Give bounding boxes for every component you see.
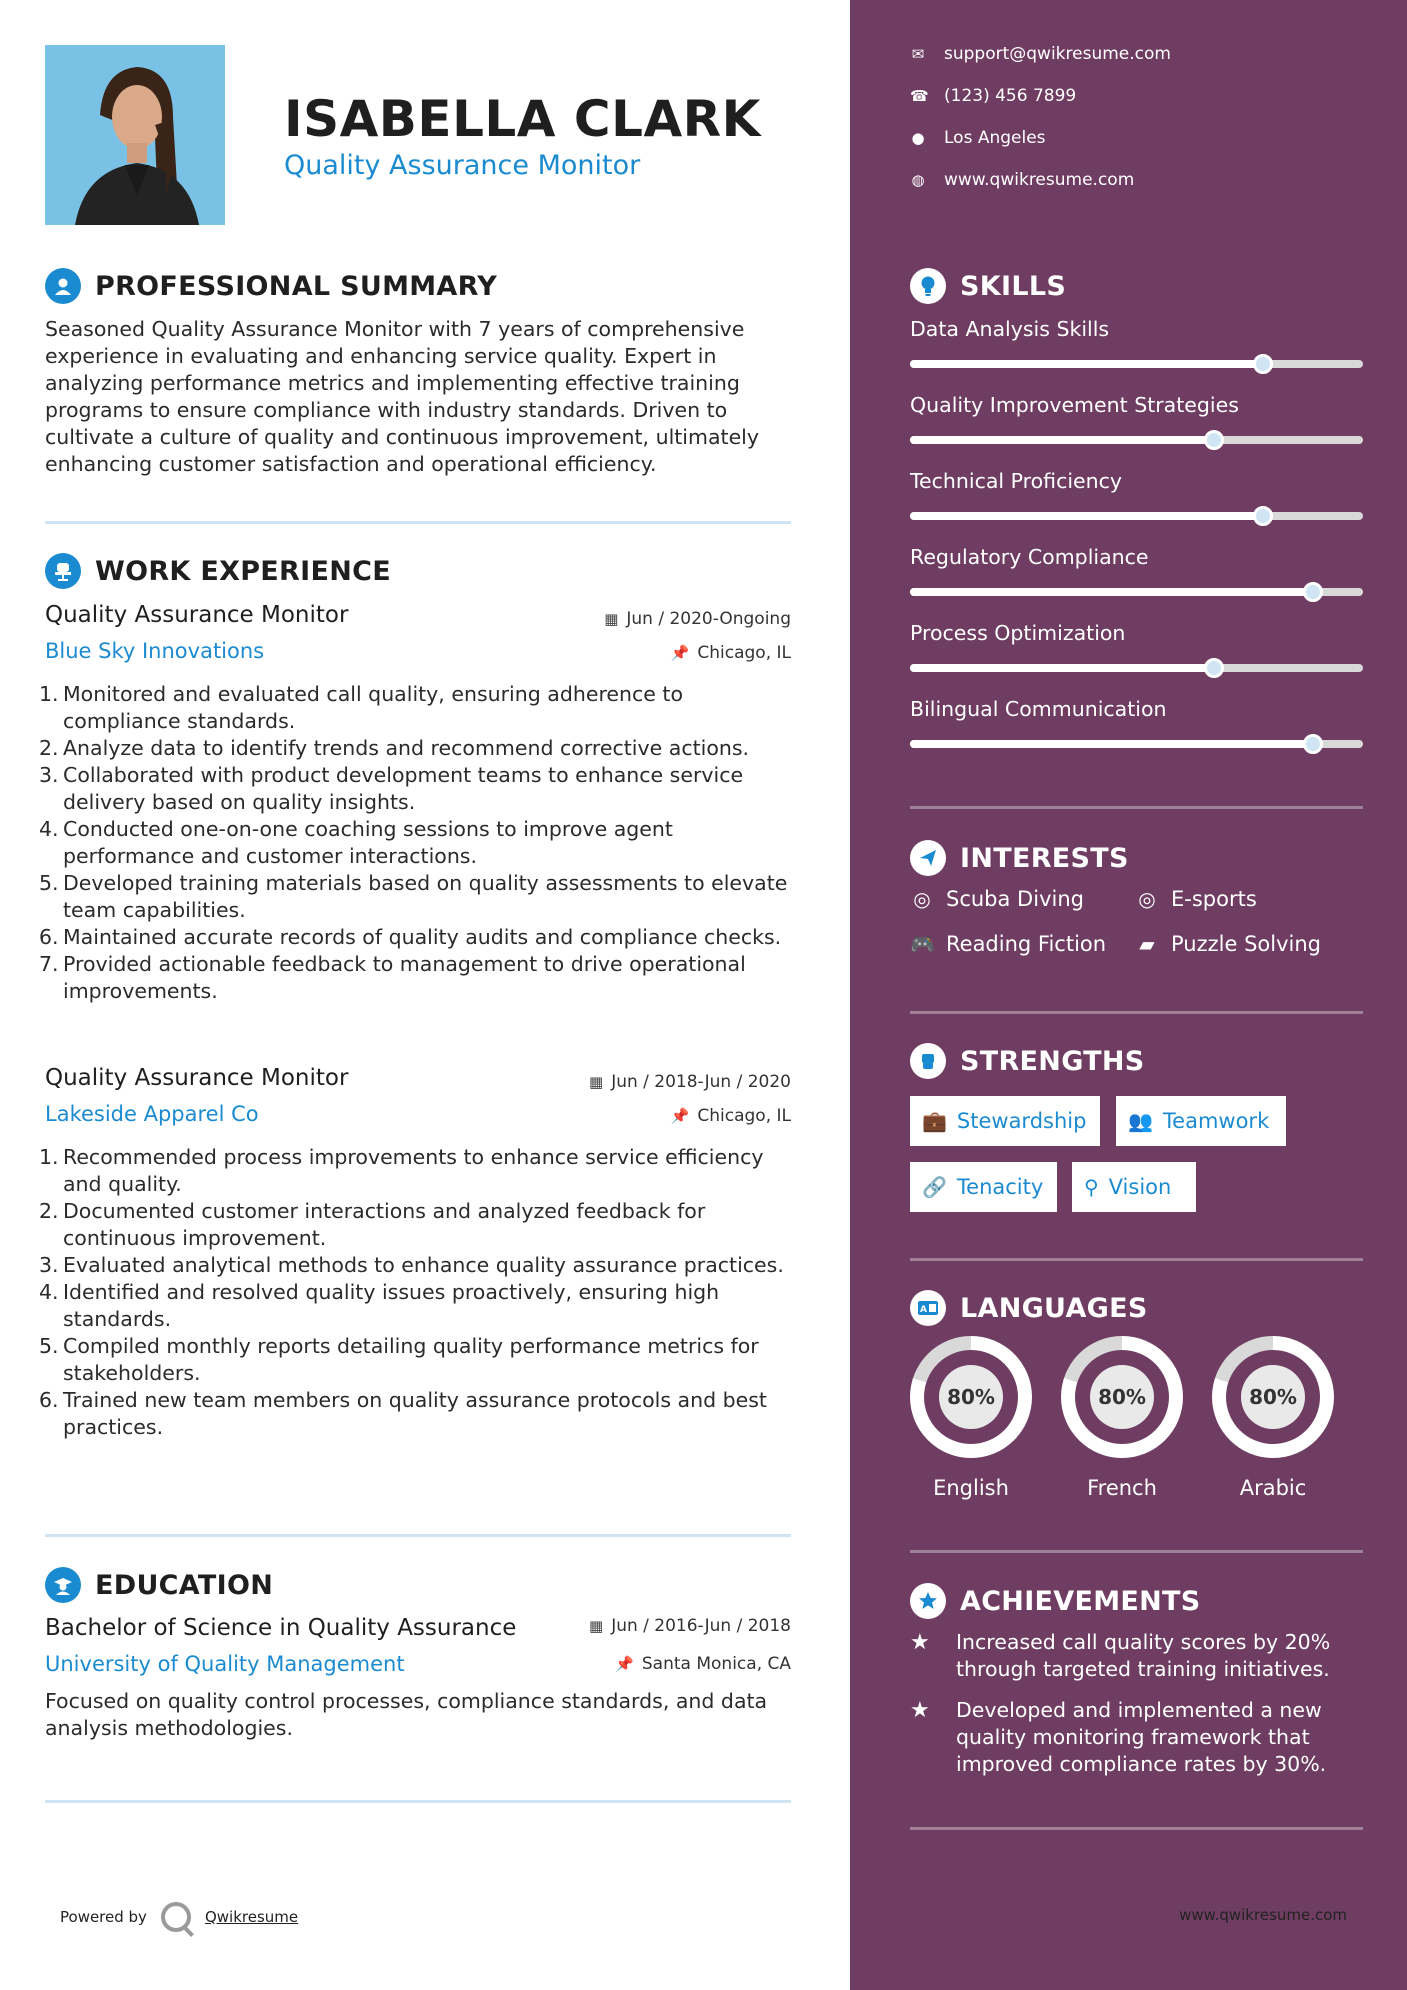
candidate-title: Quality Assurance Monitor xyxy=(284,150,641,181)
divider xyxy=(910,1011,1363,1014)
user-icon xyxy=(45,268,81,304)
skill-level-fill xyxy=(910,664,1214,672)
list-item: 2. Documented customer interactions and analyzed feedback for continuous improvement. xyxy=(39,1199,706,1250)
profile-photo xyxy=(45,45,225,225)
education-date xyxy=(589,1616,791,1636)
users-icon: 👥 xyxy=(1128,1109,1153,1133)
skill-name: Data Analysis Skills xyxy=(910,317,1110,341)
education-date-text: Jun / 2016-Jun / 2018 xyxy=(611,1616,791,1636)
calendar-icon: ▦ xyxy=(589,1617,604,1635)
location-text: Los Angeles xyxy=(944,128,1046,148)
phone-text: (123) 456 7899 xyxy=(944,86,1077,106)
degree-title: Bachelor of Science in Quality Assurance xyxy=(45,1615,517,1641)
powered-by-label: Powered by xyxy=(60,1908,147,1926)
graduate-icon xyxy=(45,1567,81,1603)
skill-level-bar xyxy=(910,664,1363,672)
skill-level-knob xyxy=(1204,658,1224,678)
skill-level-fill xyxy=(910,588,1313,596)
map-marker-icon: ● xyxy=(911,129,925,147)
briefcase-chair-icon xyxy=(45,553,81,589)
job-title: Quality Assurance Monitor xyxy=(45,602,349,628)
website-text: www.qwikresume.com xyxy=(944,170,1135,190)
list-item: 7. Provided actionable feedback to management to drive operational improvements. xyxy=(39,952,746,1003)
achievements-section-header xyxy=(910,1583,1201,1619)
list-item: 2. Analyze data to identify trends and recommend corrective actions. xyxy=(39,736,750,760)
shooting-star-icon: ★ xyxy=(910,1630,930,1655)
strength-tag: 💼 Stewardship xyxy=(910,1096,1100,1146)
pin-icon: 📌 xyxy=(615,1655,634,1673)
envelope-icon: ✉ xyxy=(911,45,925,63)
email-text: support@qwikresume.com xyxy=(944,44,1171,64)
list-item: 1. Monitored and evaluated call quality, ensuring adherence to compliance standards. xyxy=(39,682,684,733)
languages-heading: LANGUAGES xyxy=(960,1292,1148,1324)
interest-item: ◎ E-sports xyxy=(1135,887,1257,911)
skill-level-bar xyxy=(910,740,1363,748)
job-title: Quality Assurance Monitor xyxy=(45,1065,349,1091)
contact-phone[interactable] xyxy=(910,86,1076,106)
language-percent: 80% xyxy=(1241,1365,1305,1429)
skill-level-knob xyxy=(1253,506,1273,526)
summary-text: Seasoned Quality Assurance Monitor with 7 years of comprehensive experience in evaluating and enhancing service quality. Expert in analyzing performance metrics and implementing effective training programs to ensure compliance with industry standards. Driven to cultivate a culture of quality and continuous improvement, ultimately enhancing customer satisfaction and operational efficiency. xyxy=(45,317,760,476)
job-date xyxy=(589,1072,791,1092)
list-item: 3. Collaborated with product development teams to enhance service delivery based on quality insights. xyxy=(39,763,744,814)
skill-level-fill xyxy=(910,360,1263,368)
summary-section-header xyxy=(45,268,497,304)
pin-icon: 📌 xyxy=(670,1107,690,1125)
globe-icon: ◍ xyxy=(911,171,925,189)
lightbulb-icon xyxy=(910,268,946,304)
skill-name: Bilingual Communication xyxy=(910,697,1167,721)
divider xyxy=(910,1827,1363,1830)
paper-plane-icon xyxy=(910,840,946,876)
language-level-ring xyxy=(1061,1336,1183,1458)
language-item xyxy=(1212,1336,1334,1500)
footer-powered-by xyxy=(60,1902,298,1932)
skill-level-knob xyxy=(1303,582,1323,602)
education-location xyxy=(615,1654,791,1674)
education-heading: EDUCATION xyxy=(95,1569,274,1601)
divider xyxy=(45,1800,791,1803)
strength-tag: 👥 Teamwork xyxy=(1116,1096,1286,1146)
language-percent: 80% xyxy=(939,1365,1003,1429)
language-level-ring xyxy=(910,1336,1032,1458)
education-section-header xyxy=(45,1567,273,1603)
language-name: English xyxy=(933,1476,1009,1500)
sidebar xyxy=(850,0,1407,1990)
experience-heading: WORK EXPERIENCE xyxy=(95,555,391,587)
life-ring-icon: ◎ xyxy=(1138,887,1156,911)
skill-level-bar xyxy=(910,512,1363,520)
divider xyxy=(45,521,791,524)
language-name: Arabic xyxy=(1239,1476,1307,1500)
skill-level-bar xyxy=(910,436,1363,444)
interests-heading: INTERESTS xyxy=(960,842,1129,874)
job-date-text: Jun / 2020-Ongoing xyxy=(626,609,791,629)
skill-level-knob xyxy=(1303,734,1323,754)
job-duties-list xyxy=(39,681,800,1005)
footer-site-link[interactable]: www.qwikresume.com xyxy=(1179,1906,1347,1924)
language-level-ring xyxy=(1212,1336,1334,1458)
gamepad-icon: 🎮 xyxy=(910,932,935,956)
list-item: 4. Identified and resolved quality issues proactively, ensuring high standards. xyxy=(39,1280,720,1331)
skill-level-fill xyxy=(910,512,1263,520)
contact-website[interactable] xyxy=(910,170,1134,190)
job-company: Blue Sky Innovations xyxy=(45,639,265,663)
strengths-section-header xyxy=(910,1043,1145,1079)
list-item: 5. Developed training materials based on quality assessments to elevate team capabilities. xyxy=(39,871,788,922)
job-duties-list xyxy=(39,1144,800,1441)
job-date xyxy=(604,609,791,629)
job-location-text: Chicago, IL xyxy=(697,1106,791,1126)
skill-level-fill xyxy=(910,740,1313,748)
skill-name: Process Optimization xyxy=(910,621,1126,645)
calendar-icon: ▦ xyxy=(589,1073,604,1091)
briefcase-icon: 💼 xyxy=(922,1109,947,1133)
skills-heading: SKILLS xyxy=(960,270,1067,302)
list-item: 3. Evaluated analytical methods to enhance quality assurance practices. xyxy=(39,1253,784,1277)
link-icon: 🔗 xyxy=(922,1175,947,1199)
job-location-text: Chicago, IL xyxy=(697,643,791,663)
binoculars-icon: ⚲ xyxy=(1084,1175,1099,1199)
divider xyxy=(910,806,1363,809)
interests-section-header xyxy=(910,840,1129,876)
strength-tag: ⚲ Vision xyxy=(1072,1162,1196,1212)
school-name: University of Quality Management xyxy=(45,1652,405,1676)
skill-level-knob xyxy=(1253,354,1273,374)
achievements-heading: ACHIEVEMENTS xyxy=(960,1585,1201,1617)
translate-icon xyxy=(910,1290,946,1326)
skill-level-bar xyxy=(910,360,1363,368)
interest-item: ▰ Puzzle Solving xyxy=(1135,932,1321,956)
language-item xyxy=(910,1336,1032,1500)
interest-item: ◎ Scuba Diving xyxy=(910,887,1084,911)
education-text: Focused on quality control processes, compliance standards, and data analysis methodologies. xyxy=(45,1689,768,1740)
list-item: 4. Conducted one-on-one coaching sessions to improve agent performance and customer interactions. xyxy=(39,817,673,868)
divider xyxy=(910,1550,1363,1553)
skill-name: Regulatory Compliance xyxy=(910,545,1149,569)
list-item: 1. Recommended process improvements to enhance service efficiency and quality. xyxy=(39,1145,764,1196)
qwikresume-logo-icon xyxy=(161,1902,191,1932)
education-location-text: Santa Monica, CA xyxy=(641,1654,791,1674)
skills-section-header xyxy=(910,268,1066,304)
language-percent: 80% xyxy=(1090,1365,1154,1429)
language-item xyxy=(1061,1336,1183,1500)
experience-section-header xyxy=(45,553,391,589)
phone-icon: ☎ xyxy=(910,87,929,105)
star-badge-icon xyxy=(910,1583,946,1619)
contact-email[interactable] xyxy=(910,44,1171,64)
candidate-name: ISABELLA CLARK xyxy=(284,90,761,148)
calendar-icon: ▦ xyxy=(604,610,619,628)
book-icon: ▰ xyxy=(1139,932,1155,956)
skill-name: Technical Proficiency xyxy=(910,469,1123,493)
divider xyxy=(45,1534,791,1537)
list-item: 5. Compiled monthly reports detailing quality performance metrics for stakeholders. xyxy=(39,1334,759,1385)
shooting-star-icon: ★ xyxy=(910,1698,930,1723)
job-company: Lakeside Apparel Co xyxy=(45,1102,259,1126)
divider xyxy=(910,1258,1363,1261)
interest-item: 🎮 Reading Fiction xyxy=(910,932,1107,956)
achievement-item: ★ Increased call quality scores by 20% through targeted training initiatives. xyxy=(910,1630,1331,1681)
summary-heading: PROFESSIONAL SUMMARY xyxy=(95,270,498,302)
skill-level-fill xyxy=(910,436,1214,444)
strength-tag: 🔗 Tenacity xyxy=(910,1162,1057,1212)
pin-icon: 📌 xyxy=(670,644,690,662)
skill-level-bar xyxy=(910,588,1363,596)
language-name: French xyxy=(1087,1476,1157,1500)
fist-icon xyxy=(910,1043,946,1079)
skill-name: Quality Improvement Strategies xyxy=(910,393,1239,417)
job-location xyxy=(671,1106,791,1126)
job-date-text: Jun / 2018-Jun / 2020 xyxy=(611,1072,791,1092)
svg-text:A: A xyxy=(920,1305,927,1315)
achievement-item: ★ Developed and implemented a new quality monitoring framework that improved compliance rates by 30%. xyxy=(910,1698,1327,1776)
contact-location xyxy=(910,128,1046,148)
strengths-heading: STRENGTHS xyxy=(960,1045,1145,1077)
life-ring-icon: ◎ xyxy=(913,887,931,911)
languages-section-header xyxy=(910,1290,1148,1326)
brand-link[interactable]: Qwikresume xyxy=(204,1908,299,1926)
job-location xyxy=(671,643,791,663)
skill-level-knob xyxy=(1204,430,1224,450)
list-item: 6. Trained new team members on quality assurance protocols and best practices. xyxy=(39,1388,767,1439)
list-item: 6. Maintained accurate records of quality audits and compliance checks. xyxy=(39,925,782,949)
